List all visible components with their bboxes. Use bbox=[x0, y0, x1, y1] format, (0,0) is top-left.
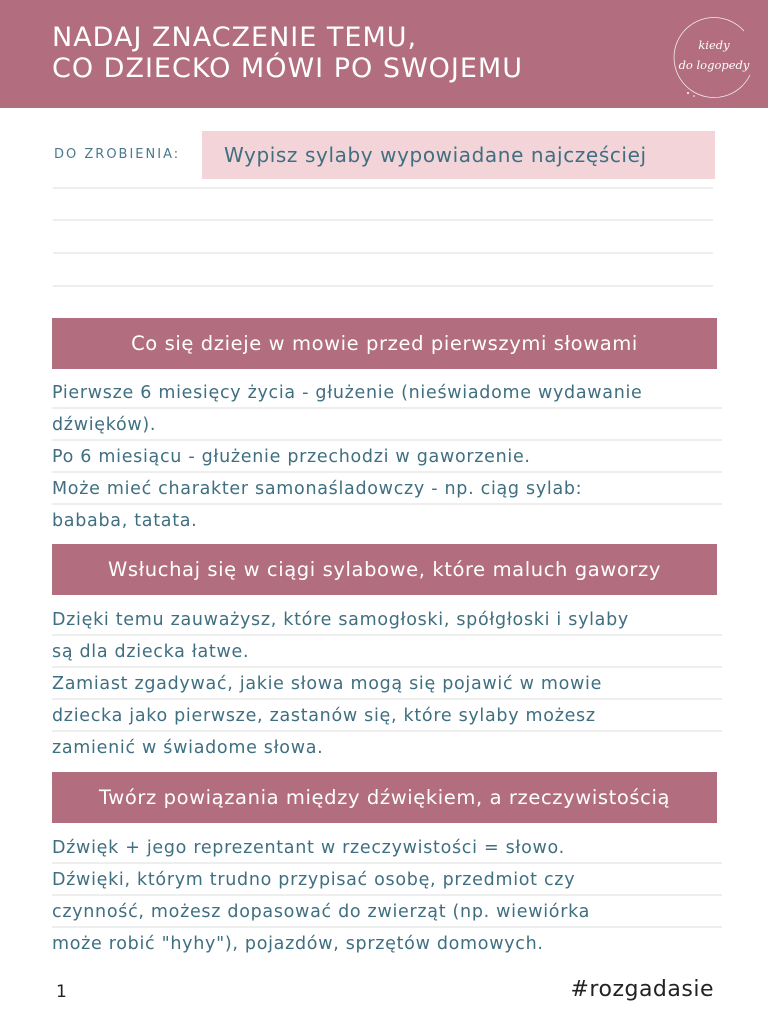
section-heading: Co się dzieje w mowie przed pierwszymi słowami bbox=[52, 318, 717, 369]
section-heading: Wsłuchaj się w ciągi sylabowe, które maluch gaworzy bbox=[52, 544, 717, 595]
page-title bbox=[52, 22, 523, 84]
body-line: są dla dziecka łatwe. bbox=[52, 636, 722, 668]
body-line: może robić "hyhy"), pojazdów, sprzętów domowych. bbox=[52, 934, 544, 954]
writing-line[interactable] bbox=[53, 252, 713, 254]
writing-line[interactable] bbox=[53, 285, 713, 287]
page-number: 1 bbox=[56, 982, 67, 1002]
section-heading: Twórz powiązania między dźwiękiem, a rzeczywistością bbox=[52, 772, 717, 823]
body-line: czynność, możesz dopasować do zwierząt (np. wiewiórka bbox=[52, 896, 722, 928]
body-line: dźwięków). bbox=[52, 409, 722, 441]
section-body bbox=[52, 604, 722, 764]
section-body bbox=[52, 377, 722, 537]
writing-line[interactable] bbox=[53, 219, 713, 221]
body-line: Pierwsze 6 miesięcy życia - głużenie (nieświadome wydawanie bbox=[52, 377, 722, 409]
todo-task-box bbox=[202, 131, 715, 179]
body-line: Może mieć charakter samonaśladowczy - np. ciąg sylab: bbox=[52, 473, 722, 505]
title-line-2: CO DZIECKO MÓWI PO SWOJEMU bbox=[52, 53, 523, 84]
title-line-1: NADAJ ZNACZENIE TEMU, bbox=[52, 22, 418, 53]
writing-line[interactable] bbox=[53, 187, 713, 189]
logo-line-1: kiedy bbox=[698, 38, 730, 52]
body-line: Dźwięk + jego reprezentant w rzeczywistości = słowo. bbox=[52, 832, 722, 864]
page-header bbox=[0, 0, 768, 108]
body-line: zamienić w świadome słowa. bbox=[52, 738, 324, 758]
section-body bbox=[52, 832, 722, 960]
body-line: bababa, tatata. bbox=[52, 511, 198, 531]
logo bbox=[668, 11, 760, 103]
hashtag: #rozgadasie bbox=[570, 977, 714, 1002]
logo-line-2: do logopedy bbox=[678, 58, 750, 72]
logo-text bbox=[668, 35, 760, 75]
body-line: Zamiast zgadywać, jakie słowa mogą się pojawić w mowie bbox=[52, 668, 722, 700]
body-line: Dźwięki, którym trudno przypisać osobę, przedmiot czy bbox=[52, 864, 722, 896]
body-line: Po 6 miesiącu - głużenie przechodzi w gaworzenie. bbox=[52, 441, 722, 473]
body-line: Dzięki temu zauważysz, które samogłoski, spółgłoski i sylaby bbox=[52, 604, 722, 636]
todo-label: DO ZROBIENIA: bbox=[54, 147, 181, 162]
body-line: dziecka jako pierwsze, zastanów się, które sylaby możesz bbox=[52, 700, 722, 732]
todo-task-text: Wypisz sylaby wypowiadane najczęściej bbox=[224, 143, 647, 167]
